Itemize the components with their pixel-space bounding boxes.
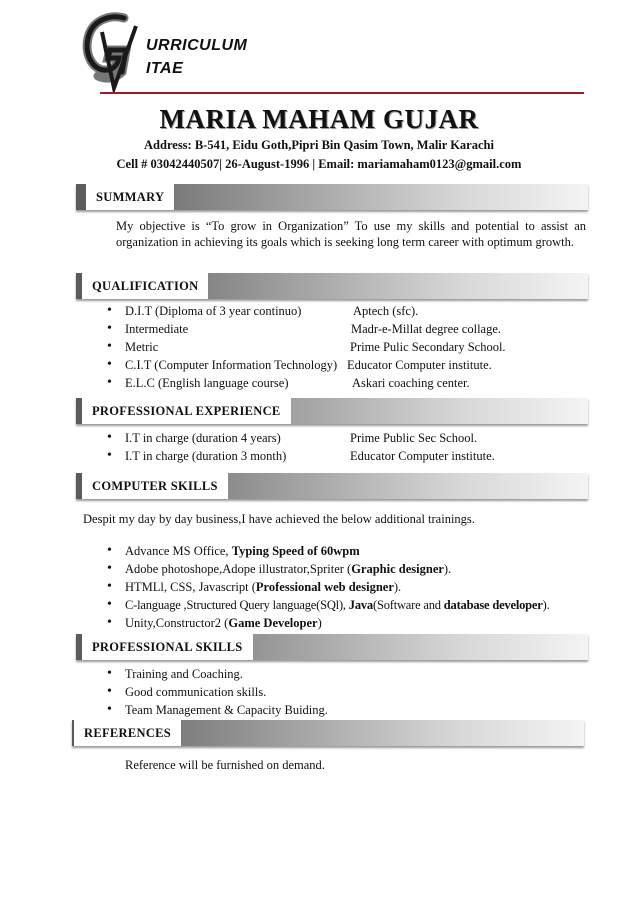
section-header-computer-skills: [76, 473, 588, 499]
skill-text: (Software and: [372, 598, 444, 612]
section-header-summary: [76, 184, 588, 210]
skill-text: ): [317, 616, 322, 630]
skill-emphasis: Typing Speed of 60wpm: [231, 544, 360, 558]
section-title-summary: SUMMARY: [86, 184, 174, 210]
logo-text-line1: URRICULUM: [146, 37, 248, 54]
skill-text: ).: [542, 598, 550, 612]
section-title-computer-skills: COMPUTER SKILLS: [82, 473, 228, 499]
professional-skills-list: [125, 665, 585, 719]
list-item: [125, 614, 595, 632]
list-item: [125, 302, 585, 320]
qualification-list: [125, 302, 585, 392]
section-title-qualification: QUALIFICATION: [82, 273, 208, 299]
experience-place: Prime Public Sec School.: [350, 431, 478, 445]
skill-emphasis: database developer: [443, 598, 543, 612]
skill-text: Adobe photoshope,Adope illustrator,Spriter (: [125, 562, 352, 576]
qualification-institute: Educator Computer institute.: [347, 358, 492, 372]
computer-skills-intro: Despit my day by day business,I have achieved the below additional trainings.: [83, 512, 475, 526]
experience-list: [125, 429, 585, 465]
list-item: [125, 429, 585, 447]
skill-emphasis: Game Developer: [228, 616, 318, 630]
list-item: [125, 374, 585, 392]
header-divider: [100, 92, 584, 94]
candidate-name: MARIA MAHAM GUJAR: [159, 104, 479, 134]
computer-skills-list: [125, 542, 595, 632]
experience-role: I.T in charge (duration 3 month): [125, 449, 287, 463]
qualification-institute: Madr-e-Millat degree collage.: [351, 322, 502, 336]
skill-text: Advance MS Office,: [125, 544, 232, 558]
address-line: Address: B-541, Eidu Goth,Pipri Bin Qasim Town, Malir Karachi: [144, 138, 494, 152]
logo-text-line2: ITAE: [146, 60, 184, 77]
list-item: [125, 578, 595, 596]
list-item: [125, 560, 595, 578]
references-text: Reference will be furnished on demand.: [125, 758, 325, 772]
skill-text: Unity,Constructor2 (: [125, 616, 229, 630]
section-title-professional-skills: PROFESSIONAL SKILLS: [82, 634, 253, 660]
skill-emphasis: Professional web designer: [255, 580, 394, 594]
experience-role: I.T in charge (duration 4 years): [125, 431, 281, 445]
cv-logo-icon: [80, 12, 140, 92]
qualification-degree: D.I.T (Diploma of 3 year continuo): [125, 304, 302, 318]
qualification-institute: Prime Pulic Secondary School.: [350, 340, 506, 354]
list-item: [125, 447, 585, 465]
qualification-degree: Intermediate: [125, 322, 189, 336]
list-item: • Team Management & Capacity Buiding.: [125, 701, 585, 719]
summary-text: My objective is “To grow in Organization” To use my skills and potential to assist an organization in achieving its goals which is seeking long term career with optimum growth.: [116, 219, 586, 249]
skill-emphasis: Java: [348, 598, 373, 612]
list-item: [125, 596, 595, 614]
contact-line: Cell # 03042440507| 26-August-1996 | Email: mariamaham0123@gmail.com: [116, 157, 522, 171]
list-item: [125, 320, 585, 338]
experience-place: Educator Computer institute.: [350, 449, 495, 463]
list-item: • Good communication skills.: [125, 683, 585, 701]
qualification-degree: Metric: [125, 340, 159, 354]
skill-text: HTMLl, CSS, Javascript (: [125, 580, 256, 594]
qualification-degree: E.L.C (English language course): [125, 376, 289, 390]
skill-text: C-language ,Structured Query language(SQl),: [125, 598, 349, 612]
section-header-experience: [76, 398, 588, 424]
list-item: [125, 338, 585, 356]
section-header-references: [72, 720, 584, 746]
qualification-institute: Aptech (sfc).: [353, 304, 419, 318]
skill-text: ).: [443, 562, 452, 576]
list-item: • Training and Coaching.: [125, 665, 585, 683]
list-item: [125, 356, 585, 374]
qualification-institute: Askari coaching center.: [352, 376, 470, 390]
section-title-references: REFERENCES: [74, 720, 181, 746]
section-title-experience: PROFESSIONAL EXPERIENCE: [82, 398, 291, 424]
section-header-professional-skills: [76, 634, 588, 660]
qualification-degree: C.I.T (Computer Information Technology): [125, 358, 338, 372]
skill-emphasis: Graphic designer: [351, 562, 444, 576]
list-item: [125, 542, 595, 560]
section-header-qualification: [76, 273, 588, 299]
skill-text: ).: [393, 580, 402, 594]
